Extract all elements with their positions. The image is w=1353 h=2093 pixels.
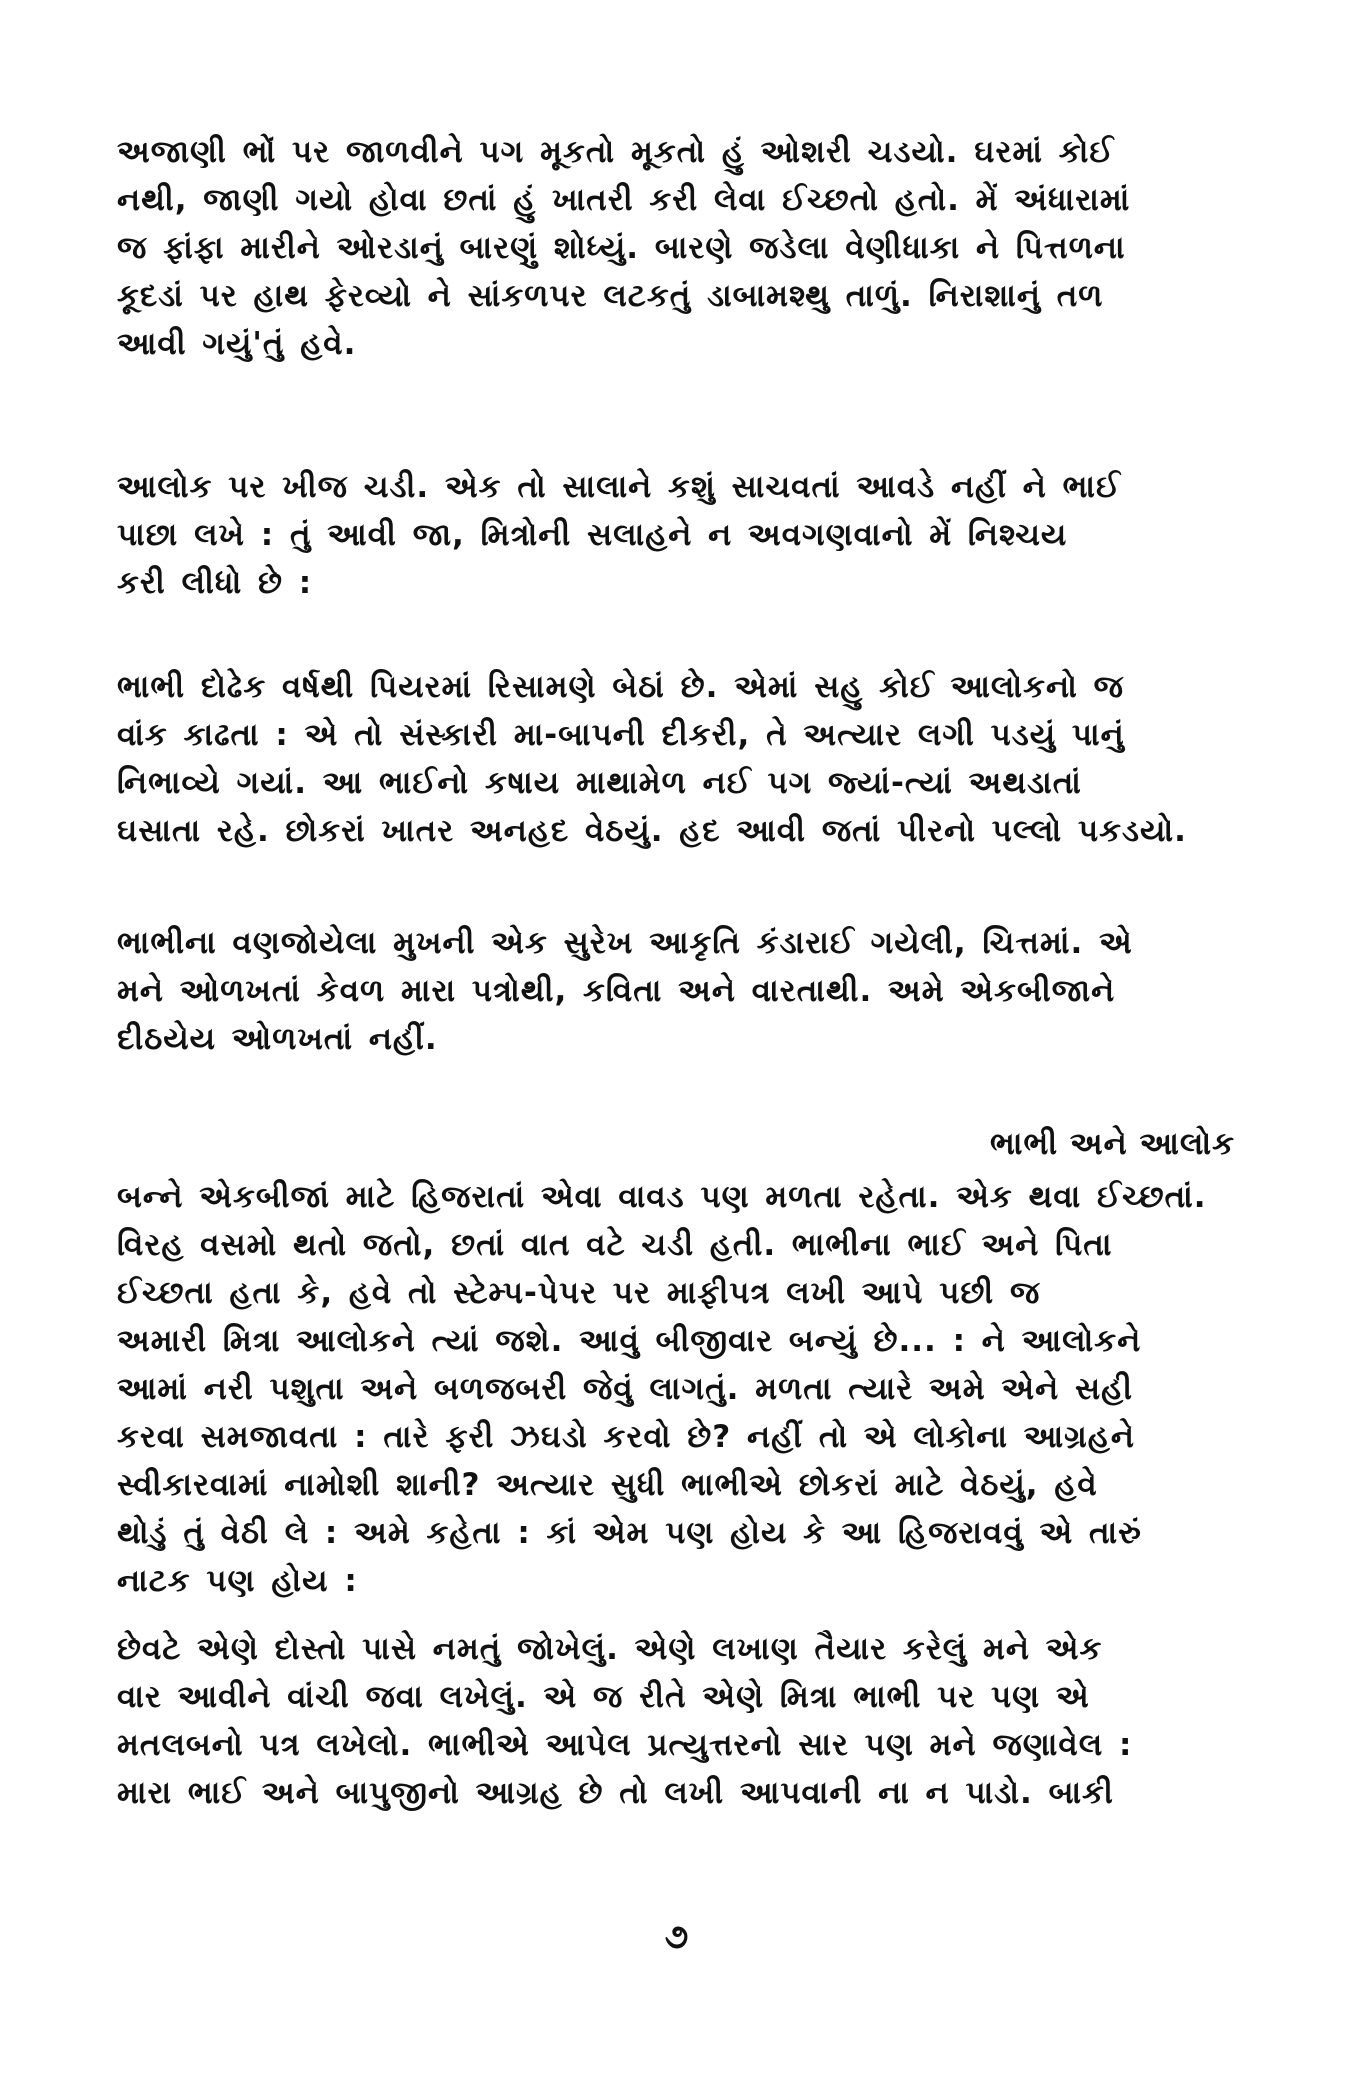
paragraph-line: ઈચ્છતા હતા કે, હવે તો સ્ટેમ્પ-પેપર પર માફીપત્ર લખી આપે પછી જ xyxy=(117,1275,1041,1311)
paragraph-1 xyxy=(117,128,1235,368)
paragraph-line: ભાભીના વણજોયેલા મુખની એક સુરેખ આકૃતિ કંડારાઈ ગયેલી, ચિત્તમાં. એ xyxy=(117,925,1133,961)
paragraph-line: સ્વીકારવામાં નામોશી શાની? અત્યાર સુધી ભાભીએ છોકરાં માટે વેઠયું, હવે xyxy=(117,1467,1098,1503)
paragraph-line: પાછા લખે : તું આવી જા, મિત્રોની સલાહને ન અવગણવાનો મેં નિશ્ચય xyxy=(117,517,1068,553)
paragraph-line: બન્ને એકબીજાં માટે હિજરાતાં એવા વાવડ પણ મળતા રહેતા. એક થવા ઈચ્છતાં. xyxy=(117,1179,1207,1215)
paragraph-line: થોડું તું વેઠી લે : અમે કહેતા : કાં એમ પણ હોય કે આ હિજરાવવું એ તારું xyxy=(117,1515,1142,1551)
paragraph-line: કરવા સમજાવતા : તારે ફરી ઝઘડો કરવો છે? નહીં તો એ લોકોના આગ્રહને xyxy=(117,1419,1135,1455)
paragraph-line: નિભાવ્યે ગયાં. આ ભાઈનો કષાય માથામેળ નઈ પગ જ્યાં-ત્યાં અથડાતાં xyxy=(117,765,1082,801)
paragraph-line: જ ફાંફા મારીને ઓરડાનું બારણું શોધ્યું. બારણે જડેલા વેણીધાકા ને પિત્તળના xyxy=(117,230,1126,266)
paragraph-line: છેવટે એણે દોસ્તો પાસે નમતું જોખેલું. એણે લખાણ તૈયાર કરેલું મને એક xyxy=(117,1631,1103,1667)
paragraph-2 xyxy=(117,463,1235,607)
paragraph-3 xyxy=(117,663,1235,855)
paragraph-line: નથી, જાણી ગયો હોવા છતાં હું ખાતરી કરી લેવા ઈચ્છતો હતો. મેં અંધારામાં xyxy=(117,182,1131,218)
paragraph-5 xyxy=(117,1173,1235,1605)
paragraph-line: આલોક પર ખીજ ચડી. એક તો સાલાને કશું સાચવતાં આવડે નહીં ને ભાઈ xyxy=(117,469,1121,505)
paragraph-line: અજાણી ભોં પર જાળવીને પગ મૂકતો મૂકતો હું ઓશરી ચડયો. ઘરમાં કોઈ xyxy=(117,134,1115,170)
paragraph-line: કરી લીધો છે : xyxy=(117,565,313,601)
paragraph-line: ઘસાતા રહે. છોકરાં ખાતર અનહદ વેઠયું. હદ આવી જતાં પીરનો પલ્લો પકડયો. xyxy=(117,813,1187,849)
paragraph-line: મતલબનો પત્ર લખેલો. ભાભીએ આપેલ પ્રત્યુત્તરનો સાર પણ મને જણાવેલ : xyxy=(117,1727,1133,1763)
paragraph-6 xyxy=(117,1625,1235,1817)
paragraph-line: ભાભી દોઢેક વર્ષથી પિયરમાં રિસામણે બેઠાં છે. એમાં સહુ કોઈ આલોકનો જ xyxy=(117,669,1124,705)
paragraph-line: આમાં નરી પશુતા અને બળજબરી જેવું લાગતું. મળતા ત્યારે અમે એને સહી xyxy=(117,1371,1133,1407)
paragraph-line: નાટક પણ હોય : xyxy=(117,1563,358,1599)
paragraph-line: કૂદડાં પર હાથ ફેરવ્યો ને સાંકળપર લટકતું ડાબામશ્થુ તાળું. નિરાશાનું તળ xyxy=(117,278,1104,314)
page-number: ૭ xyxy=(664,1917,689,1957)
paragraph-line: મને ઓળખતાં કેવળ મારા પત્રોથી, કવિતા અને વારતાથી. અમે એકબીજાને xyxy=(117,973,1116,1009)
paragraph-line: આવી ગયું'તું હવે. xyxy=(117,326,357,362)
paragraph-line: વિરહ વસમો થતો જતો, છતાં વાત વટે ચડી હતી. ભાભીના ભાઈ અને પિતા xyxy=(117,1227,1113,1263)
section-heading: ભાભી અને આલોક xyxy=(990,1126,1235,1162)
paragraph-line: દીઠયેય ઓળખતાં નહીં. xyxy=(117,1021,438,1057)
paragraph-line: વાર આવીને વાંચી જવા લખેલું. એ જ રીતે એણે મિત્રા ભાભી પર પણ એ xyxy=(117,1679,1090,1715)
paragraph-4 xyxy=(117,919,1235,1063)
paragraph-line: મારા ભાઈ અને બાપુજીનો આગ્રહ છે તો લખી આપવાની ના ન પાડો. બાકી xyxy=(117,1775,1114,1811)
paragraph-line: વાંક કાઢતા : એ તો સંસ્કારી મા-બાપની દીકરી, તે અત્યાર લગી પડયું પાનું xyxy=(117,717,1125,753)
paragraph-line: અમારી મિત્રા આલોકને ત્યાં જશે. આવું બીજીવાર બન્યું છે... : ને આલોકને xyxy=(117,1323,1142,1359)
